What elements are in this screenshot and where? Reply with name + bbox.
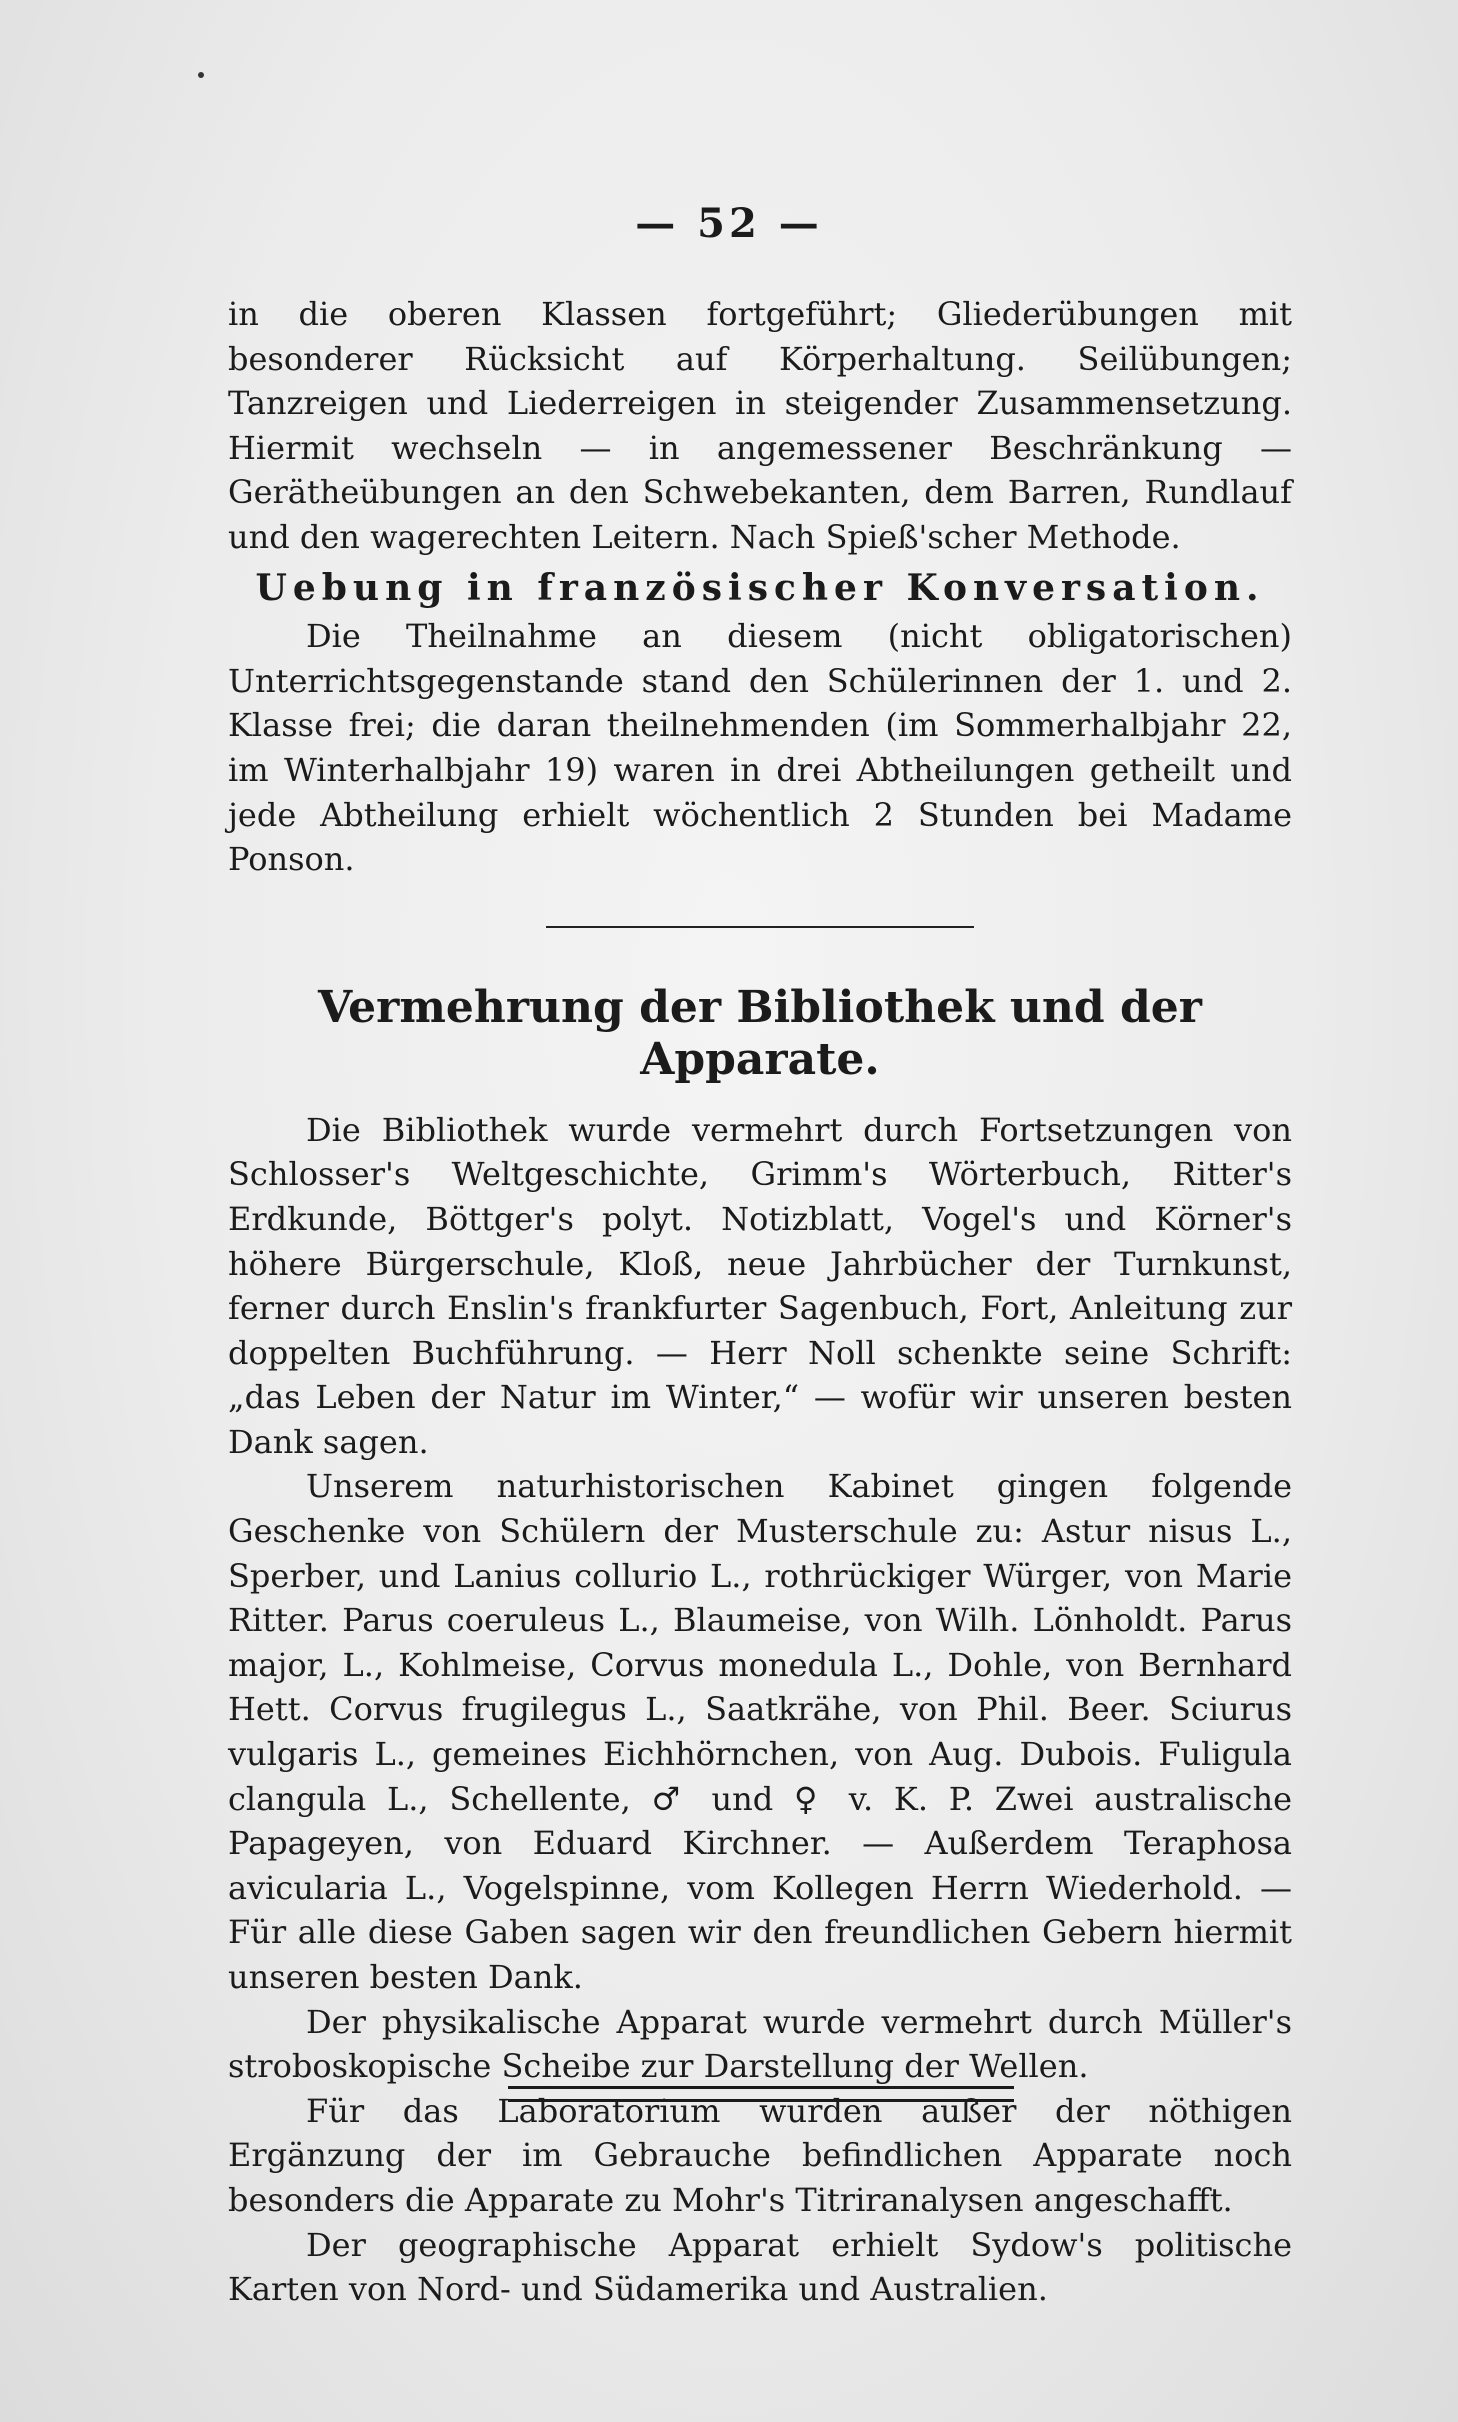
intro-paragraph: in die oberen Klassen fortgeführt; Gliederübungen mit besonderer Rücksicht auf Körperhaltung. Seilübungen; Tanzreigen und Liederreigen in steigender Zusammensetzung. Hiermit wechseln — in angemessener Beschränkung — Geräthеübungen an den Schwebekanten, dem Barren, Rundlauf und den wagerechten Leitern. Nach Spieß'scher Methode. [228,295,1292,556]
conversation-paragraph: Die Theilnahme an diesem (nicht obligatorischen) Unterrichtsgegenstande stand den Schülerinnen der 1. und 2. Klasse frei; die daran theilnehmenden (im Sommerhalbjahr 22, im Winterhalbjahr 19) waren in drei Abtheilungen getheilt und jede Abtheilung erhielt wöchentlich 2 Stunden bei Madame Ponson. [228,617,1292,879]
laboratory-paragraph: Für das Laboratorium wurden außer der nöthigen Ergänzung der im Gebrauche befindlichen Apparate noch besonders die Apparate zu Mohr's Titriranalysen angeschafft. [228,2091,1292,2219]
page-body [228,292,1292,2312]
cabinet-paragraph: Unserem naturhistorischen Kabinet gingen folgende Geschenke von Schülern der Musterschule zu: Astur nisus L., Sperber, und Lanius collurio L., rothrückiger Würger, von Marie Ritter. Parus coeruleus L., Blaumeise, von Wilh. Lönholdt. Parus major, L., Kohlmeise, Corvus monedula L., Dohle, von Bernhard Hett. Corvus frugilegus L., Saatkrähe, von Phil. Beer. Sciurus vulgaris L., gemeines Eichhörnchen, von Aug. Dubois. Fuligula clangula L., Schellente, ♂ und ♀ v. K. P. Zwei australische Papageyen, von Eduard Kirchner. — Außerdem Teraphosa avicularia L., Vogelspinne, vom Kollegen Herrn Wiederhold. — Für alle diese Gaben sagen wir den freundlichen Gebern hiermit unseren besten Dank. [228,1467,1292,1996]
geography-paragraph: Der geographische Apparat erhielt Sydow's politische Karten von Nord- und Südamerika und Australien. [228,2225,1292,2309]
page-number: — 52 — [635,200,823,247]
section-divider [546,926,974,928]
physics-paragraph: Der physikalische Apparat wurde vermehrt durch Müller's stroboskopische Scheibe zur Darstellung der Wellen. [228,2002,1292,2086]
section-heading-conversation: Uebung in französischer Konversation. [255,566,1265,609]
library-paragraph: Die Bibliothek wurde vermehrt durch Fortsetzungen von Schlosser's Weltgeschichte, Grimm's Wörterbuch, Ritter's Erdkunde, Böttger's polyt. Notizblatt, Vogel's und Körner's höhere Bürgerschule, Kloß, neue Jahrbücher der Turnkunst, ferner durch Enslin's frankfurter Sagenbuch, Fort, Anleitung zur doppelten Buchführung. — Herr Noll schenkte seine Schrift: „das Leben der Natur im Winter,“ — wofür wir unseren besten Dank sagen. [228,1110,1292,1461]
ink-speck [198,72,204,78]
section-heading-library: Vermehrung der Bibliothek und der Apparate. [318,981,1202,1085]
end-double-rule [508,2086,1014,2102]
